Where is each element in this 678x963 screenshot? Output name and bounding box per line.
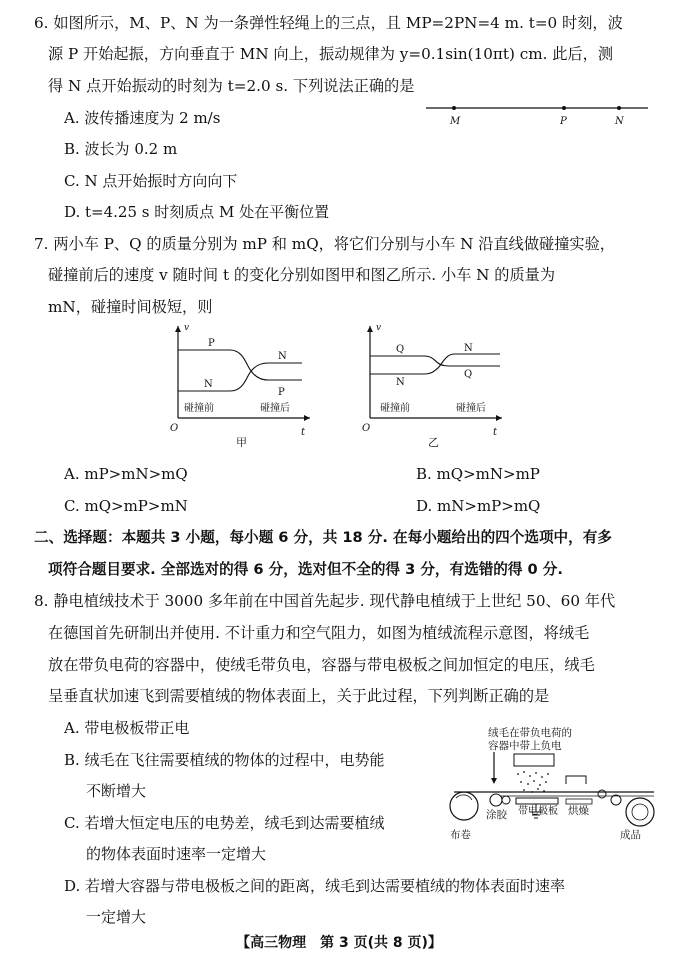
q7-option-c[interactable]: C. mQ>mP>mN (64, 497, 188, 515)
q8-option-b-line2: 不断增大 (86, 782, 147, 800)
label-product: 成品 (620, 829, 641, 841)
label-n: N (615, 116, 624, 127)
q8-option-c-line2: 的物体表面时速率一定增大 (86, 845, 267, 863)
note-line1: 绒毛在带负电荷的 (488, 727, 572, 739)
label-top-before: P (208, 338, 215, 349)
label-top-after: N (278, 351, 287, 362)
q6-stem-line2: 源 P 开始起振，方向垂直于 MN 向上，振动规律为 y=0.1sin(10πt) cm. 此后，测 (48, 45, 614, 63)
q8-option-b-line1[interactable]: B. 绒毛在飞往需要植绒的物体的过程中，电势能 (64, 751, 385, 769)
product-roll (626, 798, 654, 826)
curve-n (370, 354, 500, 374)
page-footer: 【高三物理 第 3 页(共 8 页)】 (236, 935, 442, 951)
section2-heading-line1: 二、选择题：本题共 3 小题，每小题 6 分，共 18 分. 在每小题给出的四个选项中，有多 (34, 529, 612, 546)
section2-heading-line2: 项符合题目要求. 全部选对的得 6 分，选对但不全的得 3 分，有选错的得 0 分. (48, 561, 563, 578)
q6-stem-line1: 6. 如图所示，M、P、N 为一条弹性轻绳上的三点，且 MP=2PN=4 m. t=0 时刻，波 (34, 14, 623, 32)
t-axis-label: t (493, 427, 498, 438)
fabric-roll (450, 792, 478, 820)
label-p: P (560, 116, 567, 127)
q6-option-c[interactable]: C. N 点开始振时方向向下 (64, 172, 238, 190)
label-glue: 涂胶 (486, 809, 507, 821)
q8-stem-line2: 在德国首先研制出并使用. 不计重力和空气阻力，如图为植绒流程示意图，将绒毛 (48, 624, 590, 642)
label-before-collision: 碰撞前 (184, 403, 214, 414)
label-bottom-before: N (396, 377, 405, 388)
label-before-collision: 碰撞前 (380, 403, 410, 414)
origin-label: O (362, 423, 371, 434)
q8-option-d-line1[interactable]: D. 若增大容器与带电极板之间的距离，绒毛到达需要植绒的物体表面时速率 (64, 877, 566, 895)
q6-option-a[interactable]: A. 波传播速度为 2 m/s (64, 109, 221, 127)
flocking-process-diagram (444, 724, 664, 872)
container (514, 754, 554, 766)
q7-option-a[interactable]: A. mP>mN>mQ (64, 465, 188, 483)
electrode-plate (516, 798, 558, 804)
label-bottom-after: P (278, 387, 285, 398)
label-top-before: Q (396, 344, 405, 355)
q8-stem-line3: 放在带负电荷的容器中，使绒毛带负电，容器与带电极板之间加恒定的电压，绒毛 (48, 656, 595, 674)
v-axis-label: v (376, 323, 382, 333)
graph-jia (168, 318, 318, 458)
label-dry: 烘燥 (568, 805, 589, 817)
v-axis-label: v (184, 323, 190, 333)
q7-stem-line2: 碰撞前后的速度 v 随时间 t 的变化分别如图甲和图乙所示. 小车 N 的质量为 (48, 266, 556, 284)
label-plate: 带电极板 (518, 806, 558, 817)
label-roll: 布卷 (450, 829, 471, 841)
q8-option-a[interactable]: A. 带电极板带正电 (64, 719, 190, 737)
caption-yi: 乙 (428, 436, 439, 449)
q6-stem-line3: 得 N 点开始振动的时刻为 t=2.0 s. 下列说法正确的是 (48, 77, 415, 95)
curve-q (370, 356, 500, 366)
q8-option-c-line1[interactable]: C. 若增大恒定电压的电势差，绒毛到达需要植绒 (64, 814, 385, 832)
dryer (566, 776, 586, 784)
q6-rope-figure (424, 98, 654, 128)
label-bottom-before: N (204, 379, 213, 390)
label-after-collision: 碰撞后 (260, 403, 290, 414)
q6-option-d[interactable]: D. t=4.25 s 时刻质点 M 处在平衡位置 (64, 203, 330, 221)
q7-option-d[interactable]: D. mN>mP>mQ (416, 497, 541, 515)
label-after-collision: 碰撞后 (456, 403, 486, 414)
q7-stem-line1: 7. 两小车 P、Q 的质量分别为 mP 和 mQ，将它们分别与小车 N 沿直线做碰撞实验， (34, 235, 615, 253)
origin-label: O (170, 423, 179, 434)
label-top-after: N (464, 343, 473, 354)
q8-option-d-line2: 一定增大 (86, 908, 147, 926)
t-axis-label: t (301, 427, 306, 438)
point-m (452, 106, 456, 110)
q7-stem-line3: mN，碰撞时间极短，则 (48, 298, 213, 316)
graph-yi (360, 318, 510, 458)
q8-stem-line4: 呈垂直状加速飞到需要植绒的物体表面上，关于此过程，下列判断正确的是 (48, 687, 550, 705)
q8-stem-line1: 8. 静电植绒技术于 3000 多年前在中国首先起步. 现代静电植绒于上世纪 50、60 年代 (34, 592, 616, 610)
label-m: M (450, 116, 461, 127)
note-line2: 容器中带上负电 (488, 740, 562, 752)
point-p (562, 106, 566, 110)
fibers (517, 771, 549, 793)
point-n (617, 106, 621, 110)
q6-option-b[interactable]: B. 波长为 0.2 m (64, 140, 178, 158)
caption-jia: 甲 (236, 436, 247, 449)
glue-roller-1 (490, 794, 502, 806)
label-bottom-after: Q (464, 369, 473, 380)
q7-option-b[interactable]: B. mQ>mN>mP (416, 465, 540, 483)
